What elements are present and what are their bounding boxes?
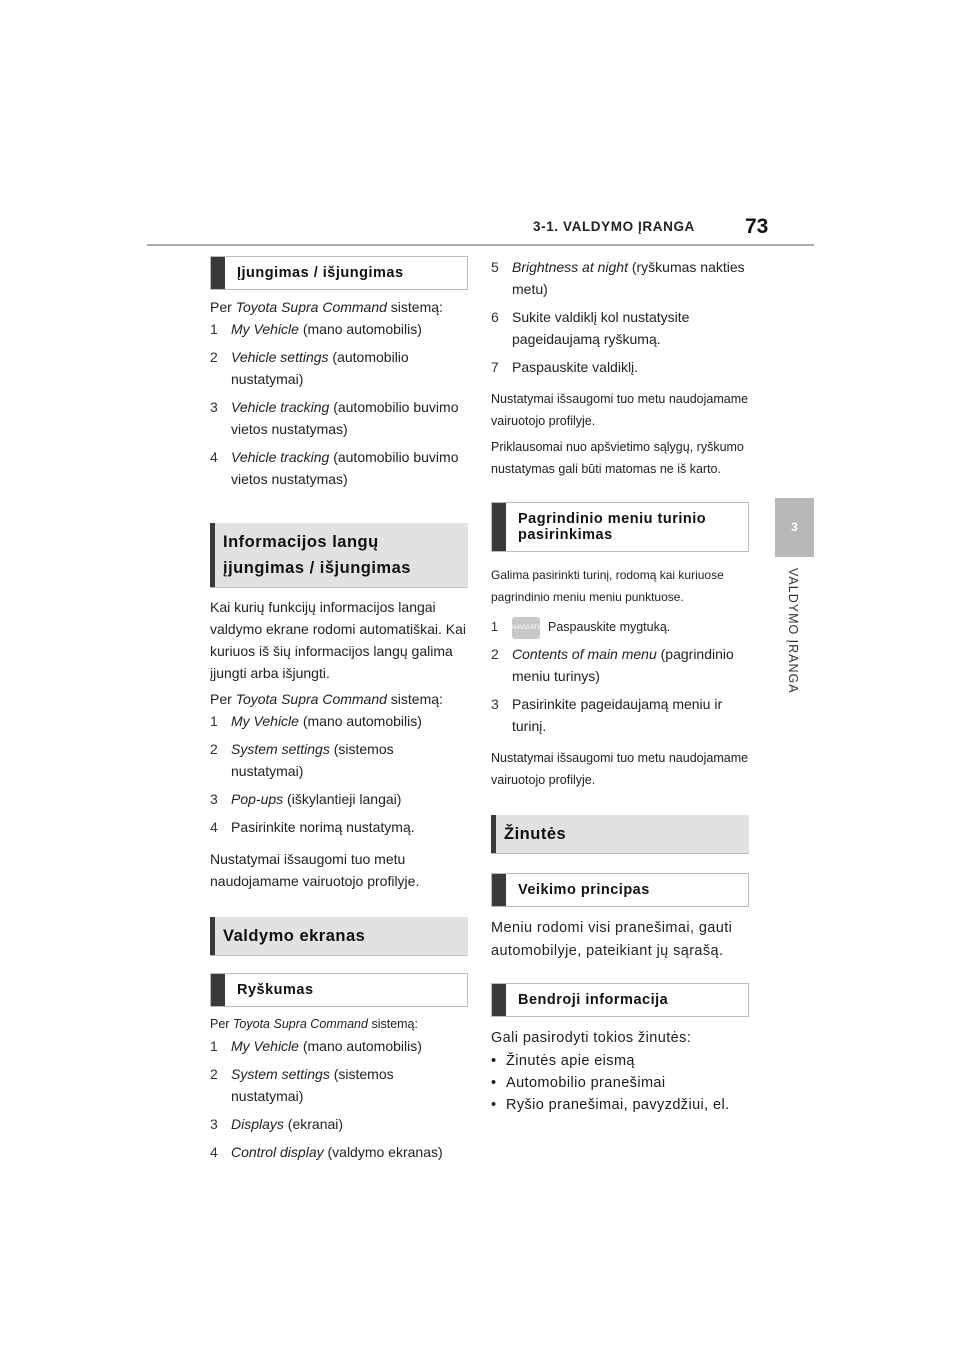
heading-messages: Žinutės xyxy=(491,815,749,854)
left-column xyxy=(210,256,468,1169)
step-item xyxy=(210,1141,468,1163)
brightness-note: Priklausomai nuo apšvietimo sąlygų, ryškumo nustatymas gali būti matomas ne iš karto. xyxy=(491,440,744,476)
step-item xyxy=(210,788,468,810)
message-types-list xyxy=(491,1050,749,1116)
step-item xyxy=(491,306,749,350)
steps-info-windows xyxy=(210,710,468,844)
list-item: • Ryšio pranešimai, pavyzdžiui, el. xyxy=(491,1094,749,1116)
step-number: 6 xyxy=(491,309,499,325)
step-number: 1 xyxy=(210,1038,218,1054)
right-column xyxy=(491,256,749,1116)
step-item xyxy=(491,356,749,378)
subheading-general-info: Bendroji informacija xyxy=(491,983,749,1017)
step-number: 4 xyxy=(210,449,218,465)
step-text: Control display (valdymo ekranas) xyxy=(231,1144,443,1160)
list-item: • Automobilio pranešimai xyxy=(491,1072,749,1094)
step-number: 3 xyxy=(210,791,218,807)
intro-brightness: Per Toyota Supra Command sistemą: xyxy=(210,1017,418,1031)
intro-info-windows: Per Toyota Supra Command sistemą: xyxy=(210,691,443,707)
saved-note-right-1: Nustatymai išsaugomi tuo metu naudojamame vairuotojo profilyje. xyxy=(491,392,749,428)
step-text: My Vehicle (mano automobilis) xyxy=(231,1038,422,1054)
navigation-button-icon: NAVIGATION xyxy=(512,617,540,639)
bullet-icon: • xyxy=(491,1074,497,1091)
step-text: Contents of main menu (pagrindinio meniu turinys) xyxy=(512,645,734,684)
step-item xyxy=(210,396,468,440)
step-item xyxy=(491,256,749,300)
step-text: Vehicle tracking (automobilio buvimo vietos nustatymas) xyxy=(231,399,459,437)
heading-info-windows: Informacijos langų įjungimas / išjungimas xyxy=(210,523,468,588)
step-item xyxy=(210,446,468,490)
steps-main-menu xyxy=(491,643,749,743)
operating-principle-paragraph: Meniu rodomi visi pranešimai, gauti automobilyje, pateikiant jų sąrašą. xyxy=(491,919,733,959)
step-number: 3 xyxy=(210,399,218,415)
step-number: 2 xyxy=(210,741,218,757)
step-number: 2 xyxy=(210,349,218,365)
step-text: Paspauskite valdiklį. xyxy=(512,359,639,375)
chapter-tab xyxy=(775,498,814,557)
steps-on-off xyxy=(210,318,468,496)
step-text: Pasirinkite norimą nustatymą. xyxy=(231,819,415,835)
step-text: Vehicle tracking (automobilio buvimo vietos nustatymas) xyxy=(231,449,459,487)
step-item xyxy=(210,1035,468,1057)
step-item xyxy=(210,710,468,732)
section-title: 3-1. VALDYMO ĮRANGA xyxy=(533,219,695,234)
general-info-paragraph: Gali pasirodyti tokios žinutės: xyxy=(491,1029,692,1046)
step-item xyxy=(210,318,468,340)
chapter-number: 3 xyxy=(791,520,798,534)
step-item xyxy=(210,738,468,782)
step-item xyxy=(210,1113,468,1135)
step-number: 4 xyxy=(210,819,218,835)
heading-control-display: Valdymo ekranas xyxy=(210,917,468,956)
step-number: 5 xyxy=(491,259,499,275)
step-number: 4 xyxy=(210,1144,218,1160)
step-item xyxy=(210,1063,468,1107)
step-text: Vehicle settings (automobilio nustatymai) xyxy=(231,349,409,387)
step-text: Brightness at night (ryškumas nakties metu) xyxy=(512,259,745,297)
step-number: 3 xyxy=(491,695,499,712)
saved-note-left: Nustatymai išsaugomi tuo metu naudojamame vairuotojo profilyje. xyxy=(210,851,420,889)
step-item xyxy=(210,816,468,838)
header-rule xyxy=(147,244,814,246)
intro-on-off: Per Toyota Supra Command sistemą: xyxy=(210,299,443,315)
step-text: System settings (sistemos nustatymai) xyxy=(231,741,394,779)
page-number: 73 xyxy=(745,215,769,238)
subheading-operating-principle: Veikimo principas xyxy=(491,873,749,907)
step-text: My Vehicle (mano automobilis) xyxy=(231,713,422,729)
list-item: • Žinutės apie eismą xyxy=(491,1050,749,1072)
info-windows-paragraph: Kai kurių funkcijų informacijos langai valdymo ekrane rodomi automatiškai. Kai kuriuos iš šių informacijos langų galima įjungti arba išjungti. xyxy=(210,599,467,681)
chapter-side-title: VALDYMO ĮRANGA xyxy=(786,568,800,694)
step-text: Displays (ekranai) xyxy=(231,1116,344,1132)
steps-brightness xyxy=(210,1035,468,1169)
step-number: 2 xyxy=(491,645,499,662)
step-number: 3 xyxy=(210,1116,218,1132)
subheading-main-menu: Pagrindinio meniu turinio pasirinkimas xyxy=(491,502,749,552)
main-menu-paragraph: Galima pasirinkti turinį, rodomą kai kuriuose pagrindinio meniu meniu punktuose. xyxy=(491,568,724,604)
step-number: 7 xyxy=(491,359,499,375)
subheading-brightness: Ryškumas xyxy=(210,973,468,1007)
step-text: Pasirinkite pageidaujamą meniu ir turinį. xyxy=(512,695,723,734)
step-item xyxy=(491,643,749,687)
saved-note-right-2: Nustatymai išsaugomi tuo metu naudojamame vairuotojo profilyje. xyxy=(491,750,749,787)
steps-brightness-cont xyxy=(491,256,749,384)
step-text: Sukite valdiklį kol nustatysite pageidaujamą ryškumą. xyxy=(512,309,690,347)
step-text: System settings (sistemos nustatymai) xyxy=(231,1066,394,1104)
bullet-icon: • xyxy=(491,1096,497,1113)
step-item xyxy=(491,693,749,737)
step-text: My Vehicle (mano automobilis) xyxy=(231,321,422,337)
step-item xyxy=(210,346,468,390)
step-number: 1 xyxy=(210,713,218,729)
step-number: 2 xyxy=(210,1066,218,1082)
step-press-button: 1 NAVIGATIONPaspauskite mygtuką. xyxy=(491,616,749,639)
bullet-icon: • xyxy=(491,1052,497,1069)
subheading-on-off: Įjungimas / išjungimas xyxy=(210,256,468,290)
step-text: Pop-ups (iškylantieji langai) xyxy=(231,791,402,807)
step-number: 1 xyxy=(210,321,218,337)
